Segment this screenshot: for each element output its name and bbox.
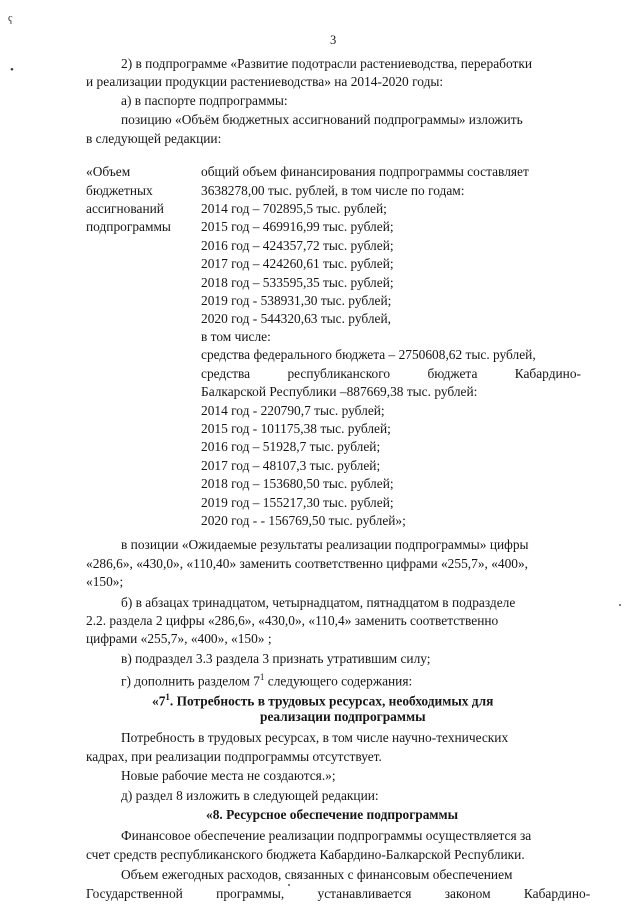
passport-year-2017: 2017 год – 424260,61 тыс. рублей;: [201, 256, 394, 271]
passport-year-2019: 2019 год - 538931,30 тыс. рублей;: [201, 293, 392, 308]
intro-line-1: 2) в подпрограмме «Развитие подотрасли растениеводства, переработки: [121, 56, 532, 71]
intro-line-3: а) в паспорте подпрограммы:: [121, 93, 288, 108]
passport-including: в том числе:: [201, 329, 271, 344]
republic-year-2014: 2014 год - 220790,7 тыс. рублей;: [201, 403, 385, 418]
heading-7-1-line-2: реализации подпрограммы: [260, 709, 426, 724]
edge-mark-bullet: •: [10, 64, 14, 76]
intro-line-2: и реализации продукции растениеводства» на 2014-2020 годы:: [86, 74, 444, 89]
republic-year-2018: 2018 год – 153680,50 тыс. рублей;: [201, 476, 394, 491]
passport-year-2016: 2016 год – 424357,72 тыс. рублей;: [201, 238, 394, 253]
p5-line-1: Потребность в трудовых ресурсах, в том числе научно-технических: [121, 730, 509, 745]
heading-7-1-post: . Потребность в трудовых ресурсах, необходимых для: [169, 693, 494, 709]
republic-year-2019: 2019 год – 155217,30 тыс. рублей;: [201, 495, 394, 510]
p8-line-1: Финансовое обеспечение реализации подпрограммы осуществляется за: [121, 828, 532, 843]
p7-line: д) раздел 8 изложить в следующей редакции:: [121, 788, 379, 803]
passport-label-2: бюджетных: [86, 183, 153, 198]
p4-line: [121, 669, 412, 689]
passport-total-text: общий объем финансирования подпрограммы составляет: [201, 164, 529, 179]
p9-line-1: Объем ежегодных расходов, связанных с финансовым обеспечением: [121, 867, 513, 882]
republic-year-2016: 2016 год – 51928,7 тыс. рублей;: [201, 439, 381, 454]
passport-republic-line-1: средства республиканского бюджета Кабардино-: [201, 366, 582, 381]
p2-line-2: 2.2. раздела 2 цифры «286,6», «430,0», «110,4» заменить соответственно: [86, 613, 499, 628]
passport-total-line-1: [201, 163, 595, 180]
p8-line-2: счет средств республиканского бюджета Кабардино-Балкарской Республики.: [86, 847, 525, 862]
passport-federal: средства федерального бюджета – 2750608,62 тыс. рублей,: [201, 347, 536, 362]
republic-year-2015: 2015 год - 101175,38 тыс. рублей;: [201, 421, 391, 436]
intro-line-4: позицию «Объём бюджетных ассигнований подпрограммы» изложить: [121, 112, 523, 127]
edge-mark-top: ҁ: [8, 12, 13, 24]
p6-line: Новые рабочие места не создаются.»;: [121, 768, 336, 783]
heading-8: «8. Ресурсное обеспечение подпрограммы: [206, 807, 459, 822]
p5-line-2: кадрах, при реализации подпрограммы отсутствует.: [86, 749, 382, 764]
passport-label-3: ассигнований: [86, 201, 164, 216]
passport-label-4: подпрограммы: [86, 219, 171, 234]
scan-speck: [619, 604, 621, 606]
heading-7-1-pre: «7: [152, 693, 166, 709]
passport-year-2020: 2020 год - 544320,63 тыс. рублей,: [201, 311, 391, 326]
passport-year-2015: 2015 год – 469916,99 тыс. рублей;: [201, 219, 394, 234]
passport-year-2014: 2014 год – 702895,5 тыс. рублей;: [201, 201, 387, 216]
p3-line: в) подраздел 3.3 раздела 3 признать утратившим силу;: [121, 651, 431, 666]
passport-year-2018: 2018 год – 533595,35 тыс. рублей;: [201, 275, 394, 290]
page-number: 3: [330, 33, 337, 47]
p1-line-1: в позиции «Ожидаемые результаты реализации подпрограммы» цифры: [121, 537, 529, 552]
p4-text-pre: г) дополнить разделом 7: [121, 673, 260, 689]
republic-year-2020: 2020 год - - 156769,50 тыс. рублей»;: [201, 513, 406, 528]
intro-line-5: в следующей редакции:: [86, 131, 222, 146]
republic-year-2017: 2017 год – 48107,3 тыс. рублей;: [201, 458, 381, 473]
p9-line-2: Государственной программы, устанавливается законом Кабардино-: [86, 886, 591, 901]
passport-republic-line-2: Балкарской Республики –887669,38 тыс. рублей:: [201, 384, 478, 399]
passport-total-line-2: 3638278,00 тыс. рублей, в том числе по годам:: [201, 183, 465, 198]
p2-line-1: б) в абзацах тринадцатом, четырнадцатом, пятнадцатом в подразделе: [121, 595, 516, 610]
p4-superscript: 1: [259, 672, 265, 682]
heading-7-1-line-1: [152, 689, 493, 709]
passport-label-1: «Объем: [86, 164, 131, 179]
heading-7-1-superscript: 1: [165, 692, 170, 702]
p2-line-3: цифрами «255,7», «400», «150» ;: [86, 631, 272, 646]
p4-text-post: следующего содержания:: [264, 673, 413, 689]
p1-line-2: «286,6», «430,0», «110,40» заменить соответственно цифрами «255,7», «400»,: [86, 556, 529, 571]
scan-speck: [288, 884, 290, 886]
p1-line-3: «150»;: [86, 574, 124, 589]
